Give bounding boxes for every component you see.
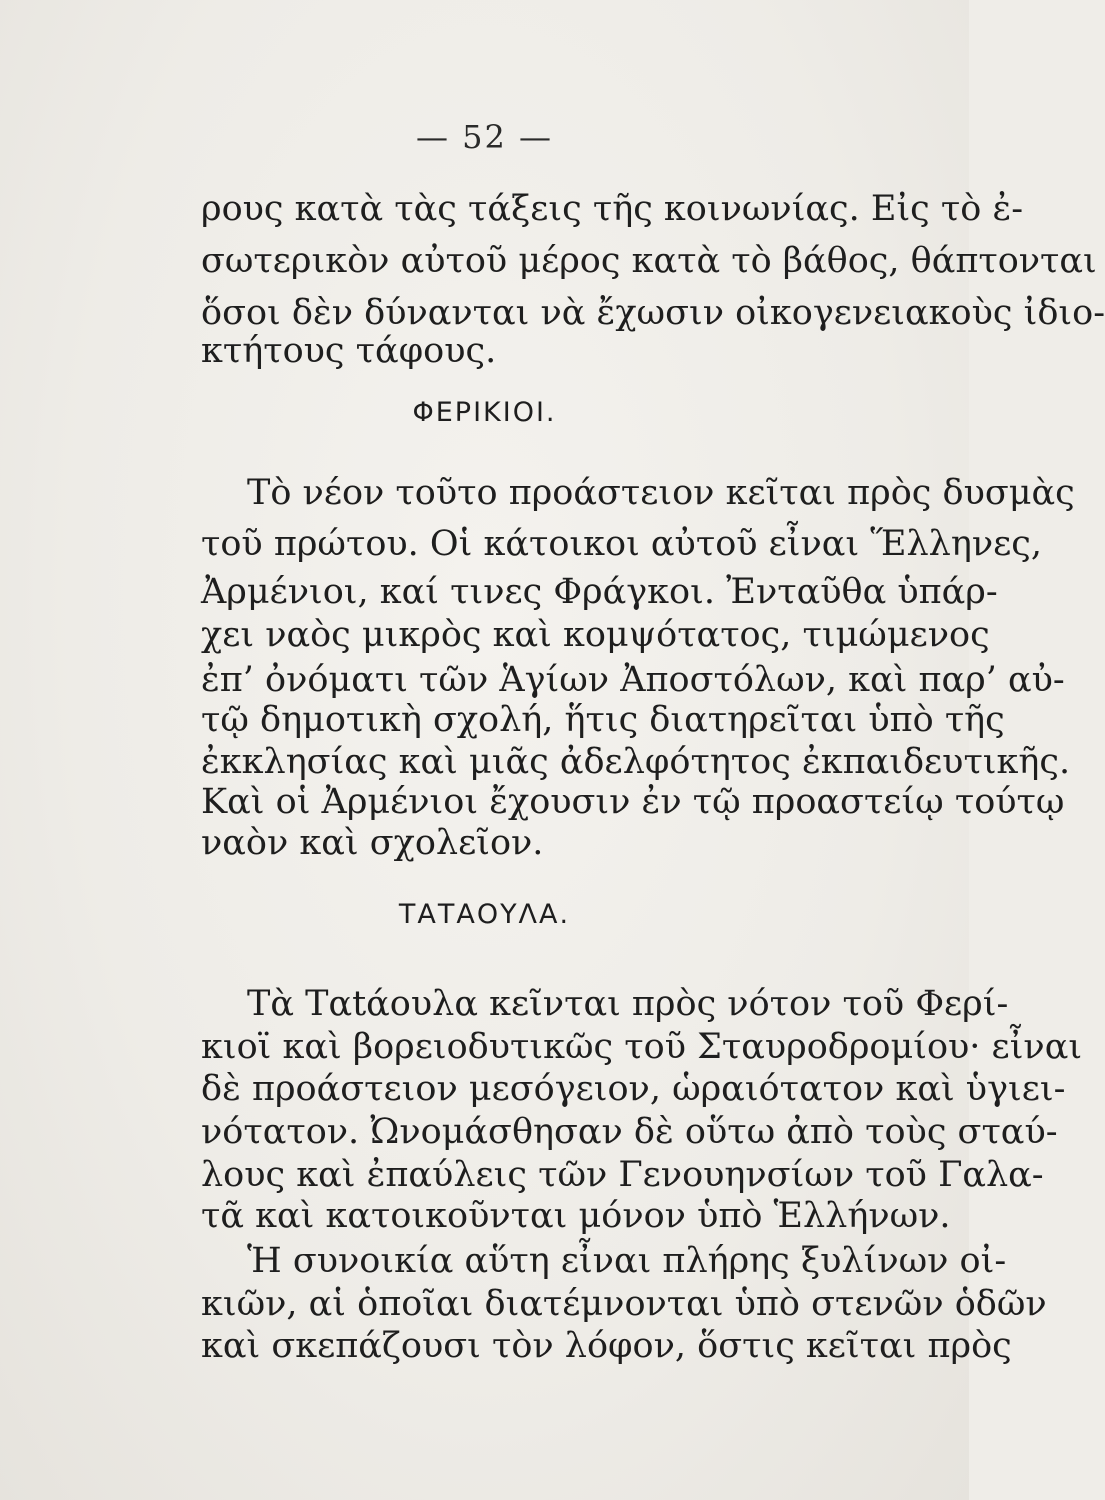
text-line: κτήτους τάφους. [201, 331, 497, 371]
text-line: Καὶ οἱ Ἀρμένιοι ἔχουσιν ἐν τῷ προαστείῳ τούτῳ [201, 782, 1065, 822]
text-line: ὅσοι δὲν δύνανται νὰ ἔχωσιν οἰκογενειακοὺς ἰδιο- [201, 293, 1105, 333]
text-line: δὲ προάστειον μεσόγειον, ὡραιότατον καὶ ὑγιει- [201, 1069, 1066, 1109]
text-line: νότατον. Ὠνομάσθησαν δὲ οὕτω ἀπὸ τοὺς σταύ- [201, 1112, 1058, 1152]
page-number: — 52 — [415, 118, 554, 156]
text-line: ἐπ’ ὀνόματι τῶν Ἁγίων Ἀποστόλων, καὶ παρ’ αὐ- [201, 660, 1065, 700]
text-line: χει ναὸς μικρὸς καὶ κομψότατος, τιμώμενος [201, 615, 990, 655]
text-line: ναὸν καὶ σχολεῖον. [201, 823, 544, 863]
text-line: Τὸ νέον τοῦτο προάστειον κεῖται πρὸς δυσμὰς [247, 473, 1075, 513]
text-line: λους καὶ ἐπαύλεις τῶν Γενουηνσίων τοῦ Γαλα- [201, 1155, 1044, 1195]
text-line: κιῶν, αἱ ὁποῖαι διατέμνονται ὑπὸ στενῶν ὁδῶν [201, 1284, 1047, 1324]
text-line: κιοϊ καὶ βορειοδυτικῶς τοῦ Σταυροδρομίου· εἶναι [201, 1027, 1083, 1067]
text-line: Ἀρμένιοι, καί τινες Φράγκοι. Ἐνταῦθα ὑπάρ- [201, 572, 998, 612]
text-line: καὶ σκεπάζουσι τὸν λόφον, ὅστις κεῖται πρὸς [201, 1326, 1012, 1366]
section-heading: ΦΕΡΙΚΙΟΙ. [412, 397, 557, 428]
text-line: ρους κατὰ τὰς τάξεις τῆς κοινωνίας. Εἰς τὸ ἐ- [201, 189, 1024, 229]
text-line: ἐκκλησίας καὶ μιᾶς ἀδελφότητος ἐκπαιδευτικῆς. [201, 742, 1071, 782]
text-line: σωτερικὸν αὐτοῦ μέρος κατὰ τὸ βάθος, θάπτονται [201, 241, 1097, 281]
text-line: Τὰ Ταtάουλα κεῖνται πρὸς νότον τοῦ Φερί- [247, 984, 1009, 1024]
text-line: τῷ δημοτικὴ σχολή, ἥτις διατηρεῖται ὑπὸ τῆς [201, 700, 1005, 740]
text-line: Ἡ συνοικία αὕτη εἶναι πλήρης ξυλίνων οἰ- [247, 1241, 1007, 1281]
text-line: τᾶ καὶ κατοικοῦνται μόνον ὑπὸ Ἑλλήνων. [201, 1196, 951, 1236]
section-heading: ΤΑΤΑΟΥΛΑ. [398, 899, 571, 930]
text-line: τοῦ πρώτου. Οἱ κάτοικοι αὐτοῦ εἶναι Ἕλληνες, [201, 524, 1042, 564]
